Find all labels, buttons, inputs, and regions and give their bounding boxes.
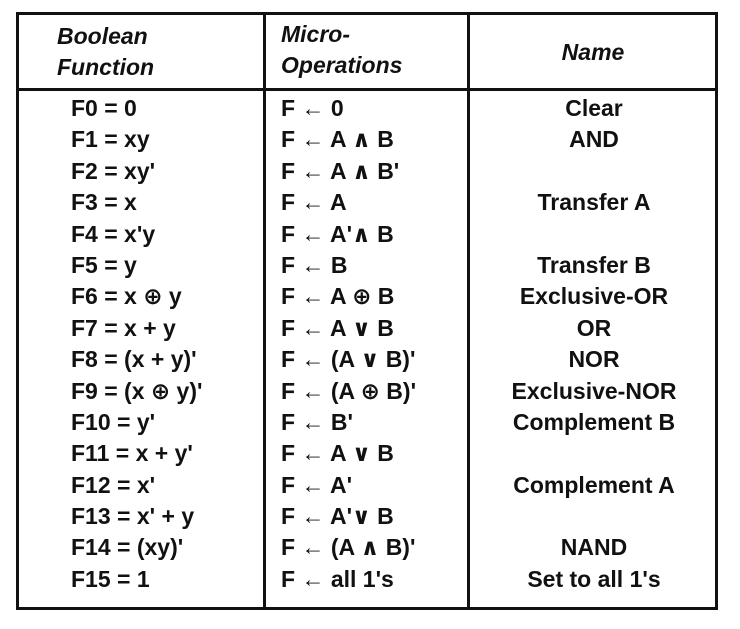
table-row bbox=[19, 187, 715, 218]
boolean-function-cell: F13 = x' + y bbox=[71, 503, 195, 530]
boolean-function-cell: F6 = x ⊕ y bbox=[71, 283, 182, 310]
header-line: Function bbox=[57, 54, 155, 80]
operation-name-cell: Set to all 1's bbox=[527, 565, 661, 592]
operation-name-cell: Exclusive-OR bbox=[519, 283, 669, 310]
boolean-function-cell: F15 = 1 bbox=[71, 565, 150, 592]
table-row bbox=[19, 470, 715, 501]
micro-operation-cell: F ← B bbox=[281, 251, 348, 278]
boolean-function-cell: F5 = y bbox=[71, 251, 137, 278]
header-name bbox=[471, 37, 715, 68]
boolean-function-cell: F11 = x + y' bbox=[71, 440, 193, 467]
header-boolean-function bbox=[57, 21, 154, 83]
micro-operation-cell: F ← B' bbox=[281, 408, 353, 435]
boolean-function-cell: F7 = x + y bbox=[71, 314, 176, 341]
operation-name-cell bbox=[471, 219, 717, 250]
micro-operation-cell: F ← (A ∧ B)' bbox=[281, 534, 416, 561]
table-row bbox=[19, 124, 715, 155]
micro-operation-cell: F ← A ⊕ B bbox=[281, 283, 395, 310]
micro-operation-cell: F ← A'∧ B bbox=[281, 220, 394, 247]
operation-name-cell: Transfer A bbox=[537, 189, 651, 216]
micro-operation-cell: F ← (A ⊕ B)' bbox=[281, 377, 417, 404]
micro-operation-cell: F ← A'∨ B bbox=[281, 503, 394, 530]
operation-name-cell bbox=[471, 438, 717, 469]
micro-operation-cell: F ← all 1's bbox=[281, 565, 394, 592]
boolean-function-cell: F14 = (xy)' bbox=[71, 534, 184, 561]
operation-name-cell: Exclusive-NOR bbox=[511, 377, 677, 404]
boolean-function-table bbox=[16, 12, 718, 610]
operation-name-cell: Transfer B bbox=[537, 251, 651, 278]
table-row bbox=[19, 156, 715, 187]
operation-name-cell: AND bbox=[569, 126, 619, 153]
header-micro-operations bbox=[281, 19, 402, 81]
boolean-function-cell: F8 = (x + y)' bbox=[71, 346, 197, 373]
micro-operation-cell: F ← A' bbox=[281, 471, 353, 498]
operation-name-cell: Complement A bbox=[513, 471, 675, 498]
boolean-function-cell: F10 = y' bbox=[71, 408, 156, 435]
operation-name-cell: NAND bbox=[560, 534, 628, 561]
micro-operation-cell: F ← A ∨ B bbox=[281, 314, 394, 341]
header-line: Micro- bbox=[281, 21, 350, 47]
table-row bbox=[19, 407, 715, 438]
table-row bbox=[19, 564, 715, 595]
micro-operation-cell: F ← A ∧ B' bbox=[281, 157, 400, 184]
operation-name-cell bbox=[471, 156, 717, 187]
header-line: Operations bbox=[281, 52, 403, 78]
micro-operation-cell: F ← 0 bbox=[281, 95, 344, 121]
header-divider bbox=[19, 88, 715, 91]
table-row bbox=[19, 219, 715, 250]
table-row bbox=[19, 93, 715, 124]
table-row bbox=[19, 501, 715, 532]
table-body bbox=[19, 93, 715, 595]
boolean-function-cell: F9 = (x ⊕ y)' bbox=[71, 377, 203, 404]
operation-name-cell bbox=[471, 501, 717, 532]
operation-name-cell: NOR bbox=[568, 346, 620, 373]
micro-operation-cell: F ← (A ∨ B)' bbox=[281, 346, 416, 373]
table-row bbox=[19, 250, 715, 281]
boolean-function-cell: F1 = xy bbox=[71, 126, 150, 153]
table-row bbox=[19, 281, 715, 312]
header-line: Boolean bbox=[57, 23, 148, 49]
table-row bbox=[19, 313, 715, 344]
boolean-function-cell: F4 = x'y bbox=[71, 220, 156, 247]
operation-name-cell: Clear bbox=[565, 95, 623, 121]
boolean-function-cell: F2 = xy' bbox=[71, 157, 156, 184]
micro-operation-cell: F ← A ∨ B bbox=[281, 440, 394, 467]
table-row bbox=[19, 438, 715, 469]
boolean-function-cell: F3 = x bbox=[71, 189, 137, 216]
table-row bbox=[19, 344, 715, 375]
operation-name-cell: Complement B bbox=[512, 408, 676, 435]
table-row bbox=[19, 532, 715, 563]
boolean-function-cell: F0 = 0 bbox=[71, 95, 137, 121]
header-line: Name bbox=[561, 39, 625, 65]
table-row bbox=[19, 376, 715, 407]
operation-name-cell: OR bbox=[576, 314, 612, 341]
boolean-function-cell: F12 = x' bbox=[71, 471, 156, 498]
micro-operation-cell: F ← A ∧ B bbox=[281, 126, 394, 153]
micro-operation-cell: F ← A bbox=[281, 189, 347, 216]
